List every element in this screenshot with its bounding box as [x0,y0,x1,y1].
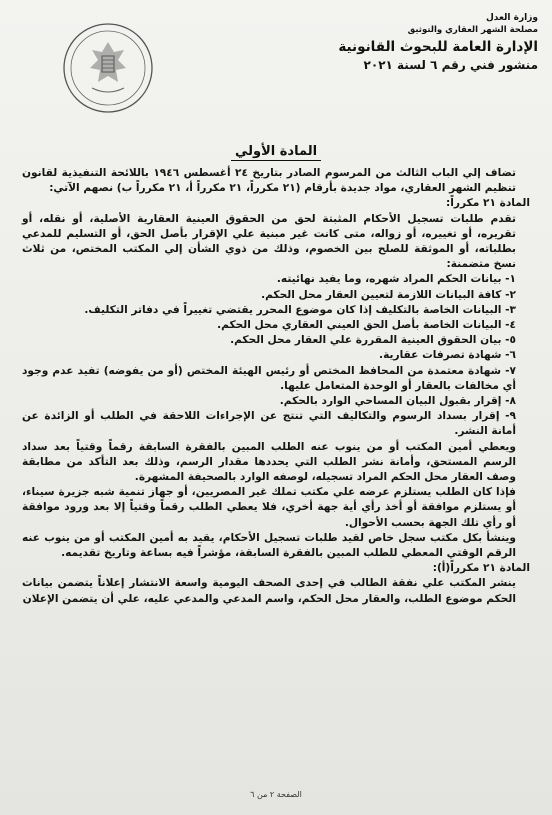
list-item: ١- بيانات الحكم المراد شهره، وما يفيد نهائيته. [276,273,516,286]
list-item: ٨- إقرار بقبول البيان المساحي الوارد بالحكم. [279,395,516,408]
list-item: ٤- البيانات الخاصة بأصل الحق العيني العقاري محل الحكم. [217,319,516,332]
article-21-text: تقدم طلبات تسجيل الأحكام المثبتة لحق من الحقوق العينية العقارية الأصلية، أو نقله، أو تقريره، أو تغييره، أو زواله، متى كانت غير مبنية علي الإقرار بأصل الحق، أو التسليم للمدعي بطلباته، أو الموثقة للصلح بين الخصوم، وذلك من ذوي الشأن إلي المكتب المختص، من ثلاث نسخ متضمنة: [22,212,516,271]
document-body [22,166,530,607]
administration-name: الإدارة العامة للبحوث القانونية [338,39,538,55]
article-21a-heading: المادة ٢١ مكرراً(أ): [432,562,530,575]
list-item: ٦- شهادة تصرفات عقارية. [379,349,516,362]
article-title [0,140,552,159]
list-item: ٣- البيانات الخاصة بالتكليف إذا كان موضوع المحرر يقتضي تغييراً في دفاتر التكليف. [84,303,516,316]
article-21-heading: المادة ٢١ مكرراً: [446,197,530,210]
list-item: ٩- إقرار بسداد الرسوم والتكاليف التي تنتج عن الإجراءات اللاحقة في الطلب أو الزائدة عن أمانة النشر. [22,410,516,438]
sector-name: مصلحة الشهر العقاري والتوثيق [407,25,538,35]
letterhead [328,12,538,74]
receipt-paragraph: ويعطي أمين المكتب أو من ينوب عنه الطلب المبين بالفقرة السابقة رقماً وقتياً بعد سداد الرسم المستحق، وأمانة نشر الطلب التي يحددها مقدار الرسم، وذلك بعد التأكد من مطابقة وصف العقار محل الحكم المراد تسجيله، لوصفه الوارد بالصحيفة المشهرة. [22,440,516,484]
article-title-text: المادة الأولي [231,144,321,161]
intro-paragraph: تضاف إلي الباب الثالث من المرسوم الصادر بتاريخ ٢٤ أغسطس ١٩٤٦ باللائحة التنفيذية لقانون تنظيم الشهر العقاري، مواد جديدة بأرقام (٢١ مكرراً، ٢١ مكرراً أ، ٢١ مكرراً ب) نصهم الآتي: [22,167,516,195]
ministry-name: وزارة العدل [485,13,538,23]
list-item: ٥- بيان الحقوق العينية المقررة علي العقار محل الحكم. [230,334,516,347]
register-paragraph: وينشأ بكل مكتب سجل خاص لقيد طلبات تسجيل الأحكام، يقيد به أمين المكتب أو من ينوب عنه الرقم الوقتي المعطي للطلب المبين بالفقرة السابقة، مؤشراً فيه بساعة وتاريخ تقديمه. [22,531,516,560]
circular-number: منشور فني رقم ٦ لسنة ٢٠٢١ [363,58,538,72]
article-21a-text: ينشر المكتب علي نفقة الطالب في إحدى الصحف اليومية واسعة الانتشار إعلاناً يتضمن بيانات الحكم موضوع الطلب، والعقار محل الحكم، واسم المدعي والمدعي عليه، علي أن يتضمن الإعلان [22,577,516,605]
list-item: ٧- شهادة معتمدة من المحافظ المختص أو رئيس الهيئة المختص (أو من يفوضه) تفيد عدم وجود أي مخالفات بالعقار أو الوحدة المتعامل عليها. [22,364,516,392]
approval-paragraph: فإذا كان الطلب يستلزم عرضه علي مكتب تملك غير المصريين، أو جهاز تنمية شبه جزيرة سيناء، أو يستلزم موافقة أو أخذ رأي أية جهة أخري، فلا يعطي الطلب رقماً وقتياً إلا بعد ورود موافقة أو رأي تلك الجهة بحسب الأحوال. [22,486,516,529]
ministry-seal-emblem [62,22,154,114]
page-number: الصفحة ٢ من ٦ [250,790,302,799]
list-item: ٢- كافة البيانات اللازمة لتعيين العقار محل الحكم. [261,288,516,301]
